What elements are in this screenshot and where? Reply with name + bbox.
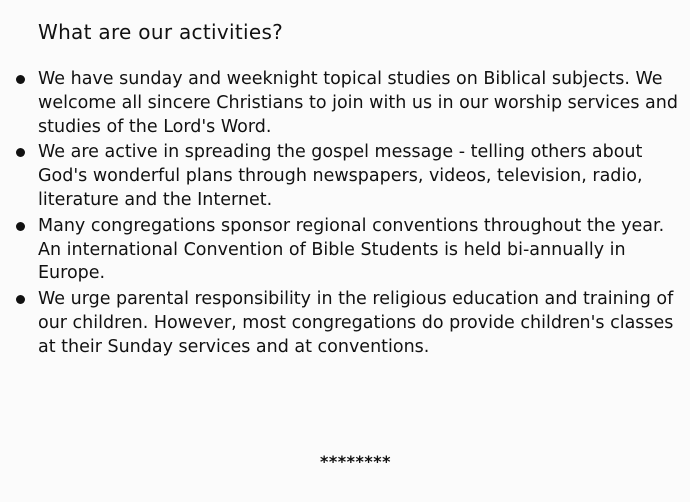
bullet-icon <box>16 75 25 84</box>
section-divider-stars: ******** <box>320 452 391 471</box>
list-item <box>16 68 680 139</box>
list-item <box>16 288 680 359</box>
list-item <box>16 141 680 212</box>
list-item-text: Many congregations sponsor regional conventions throughout the year. An international Convention of Bible Students is held bi-annually in Europe. <box>38 215 665 284</box>
activities-list <box>16 68 680 362</box>
bullet-icon <box>16 295 25 304</box>
list-item <box>16 215 680 286</box>
bullet-icon <box>16 148 25 157</box>
section-heading: What are our activities? <box>38 20 284 44</box>
bullet-icon <box>16 222 25 231</box>
list-item-text: We are active in spreading the gospel message - telling others about God's wonderful plans through newspapers, videos, television, radio, literature and the Internet. <box>38 142 643 210</box>
list-item-text: We have sunday and weeknight topical studies on Biblical subjects. We welcome all sincere Christians to join with us in our worship services and studies of the Lord's Word. <box>38 69 678 137</box>
list-item-text: We urge parental responsibility in the religious education and training of our children. However, most congregations do provide children's classes at their Sunday services and at conventions. <box>38 289 674 357</box>
